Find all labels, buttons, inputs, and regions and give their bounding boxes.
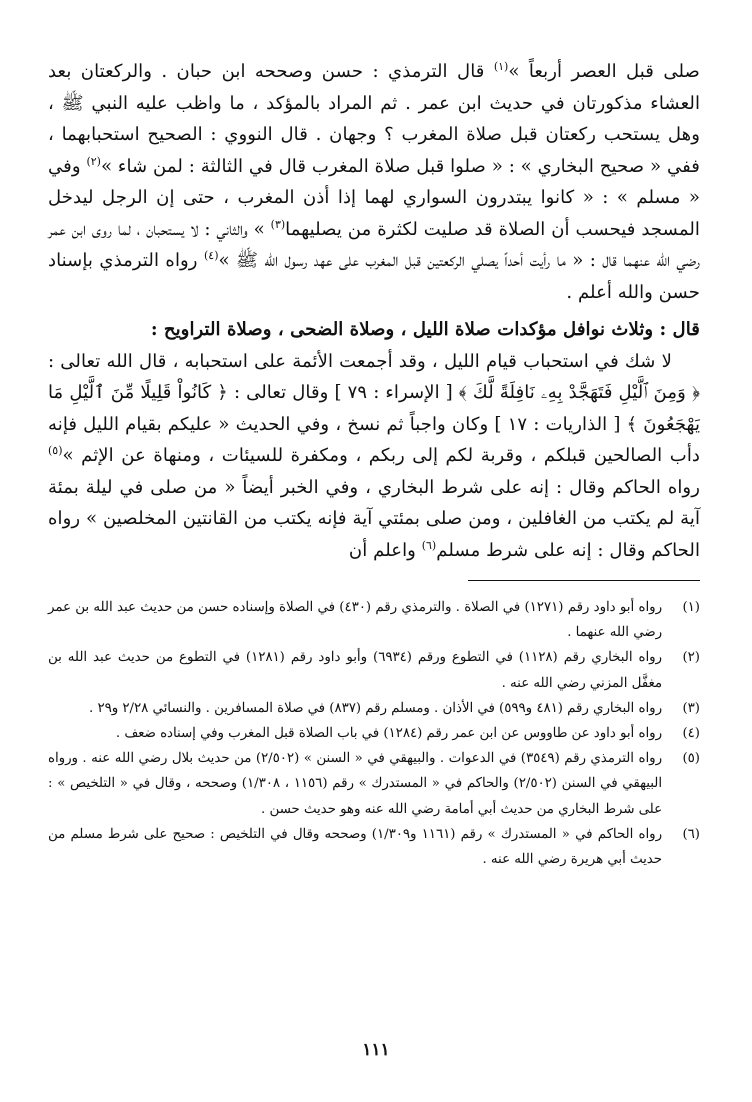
text-run: » والثاني : لا يستحبان ، لما روى ابن عمر رضي الله عنهما قال : « ما رأيت أحداً يصلي الركعتين قبل المغرب على عهد رسول الله ﷺ » (48, 218, 701, 271)
footnote-ref-2[interactable]: (٢) (86, 154, 101, 168)
text-run: صلى قبل العصر أربعاً » (508, 61, 700, 82)
footnote-item (48, 645, 700, 695)
footnote-text: رواه أبو داود رقم (١٢٧١) في الصلاة . والترمذي رقم (٤٣٠) في الصلاة وإسناده حسن من حديث عبد الله بن عمر رضي الله عنهما . (48, 600, 662, 641)
footnote-number: (٥) (682, 751, 700, 767)
footnote-divider (468, 580, 700, 581)
text-run: رواه الحاكم وقال : إنه على شرط البخاري ، وفي الخبر أيضاً « من صلى في ليلة بمئة آية لم يكتب من الغافلين ، ومن صلى بمئتي آية فإنه يكتب من القانتين المخلصين » رواه الحاكم وقال : إنه على شرط مسلم (48, 476, 700, 561)
text-run: واعلم أن (348, 539, 422, 561)
footnote-ref-3[interactable]: (٣) (270, 217, 286, 231)
footnote-text: رواه الترمذي رقم (٣٥٤٩) في الدعوات . والبيهقي في « السنن » (٢/٥٠٢) من حديث بلال رضي الله عنه . ورواه البيهقي في السنن (٢/٥٠٢) والحاكم في « المستدرك » رقم (١١٥٦ ، ١/٣٠٨) وصححه ، وقال في « التلخيص » : على شرط البخاري من حديث أبي أمامة رضي الله عنه وهو حديث حسن . (48, 751, 663, 817)
footnote-item (48, 746, 700, 822)
main-text (48, 56, 700, 566)
footnote-item (48, 721, 700, 746)
footnote-item (48, 696, 700, 721)
footnote-item (48, 595, 700, 645)
footnotes (48, 595, 700, 872)
footnote-text: رواه البخاري رقم (٤٨١ و٥٩٩) في الأذان . ومسلم رقم (٨٣٧) في صلاة المسافرين . والنسائي ٢/٢٨ و٢٩ . (88, 700, 662, 716)
footnote-number: (٢) (682, 650, 700, 666)
footnote-ref-5[interactable]: (٥) (48, 443, 63, 457)
footnote-number: (٦) (682, 826, 700, 842)
footnote-number: (١) (682, 600, 700, 615)
text-run: لا شك في استحباب قيام الليل ، وقد أجمعت الأئمة على استحبابه ، قال الله تعالى : ﴿ وَمِنَ ٱلَّيْلِ فَتَهَجَّدْ بِهِۦ نَافِلَةً لَّكَ ﴾ [ الإسراء : ٧٩ ] وقال تعالى : ﴿ كَانُواْ قَلِيلًا مِّنَ ٱلَّيْلِ مَا يَهْجَعُونَ ﴾ [ الذاريات : ١٧ ] وكان واجباً ثم نسخ ، وفي الحديث « عليكم بقيام الليل فإنه دأب الصالحين قبلكم ، وقربة لكم إلى ربكم ، ومكفرة للسيئات ، ومنهاة عن الإثم » (48, 350, 701, 466)
footnote-ref-1[interactable]: (١) (493, 59, 509, 73)
paragraph-1 (48, 56, 700, 308)
footnote-text: رواه الحاكم في « المستدرك » رقم (١١٦١ و١/٣٠٩) وصححه وقال في التلخيص : صحيح على شرط مسلم من حديث أبي هريرة رضي الله عنه . (48, 826, 662, 868)
footnote-item (48, 822, 700, 872)
text-run: وفي « مسلم » : « كانوا يبتدرون السواري لهما إذا أذن المغرب ، حتى إن الرجل ليدخل المسجد فيحسب أن الصلاة قد صليت لكثرة من يصليهما (48, 155, 700, 240)
paragraph-2 (48, 346, 700, 567)
section-heading: قال : وثلاث نوافل مؤكدات صلاة الليل ، وصلاة الضحى ، وصلاة التراويح : (150, 319, 700, 340)
page-number: ١١١ (362, 1040, 390, 1060)
footnote-number: (٤) (682, 726, 700, 742)
footnote-text: رواه أبو داود عن طاووس عن ابن عمر رقم (١٢٨٤) في باب الصلاة قبل المغرب وفي إسناده ضعف . (115, 726, 662, 742)
footnote-text: رواه البخاري رقم (١١٢٨) في التطوع ورقم (٦٩٣٤) وأبو داود رقم (١٢٨١) في التطوع من حديث عبد الله بن مغفَّل المزني رضي الله عنه . (48, 650, 662, 691)
text-run: قال الترمذي : حسن وصححه ابن حبان . والركعتان بعد العشاء مذكورتان في حديث ابن عمر . ثم المراد بالمؤكد ، ما واظب عليه النبي ﷺ ، وهل يستحب ركعتان قبل صلاة المغرب ؟ وجهان . قال النووي : الصحيح استحبابهما ، ففي « صحيح البخاري » : « صلوا قبل صلاة المغرب قال في الثالثة : لمن شاء » (48, 61, 700, 177)
footnote-ref-4[interactable]: (٤) (203, 248, 219, 262)
footnote-number: (٣) (682, 700, 700, 716)
footnote-ref-6[interactable]: (٦) (421, 538, 437, 552)
text-run: رواه الترمذي بإسناد حسن والله أعلم . (48, 250, 700, 303)
